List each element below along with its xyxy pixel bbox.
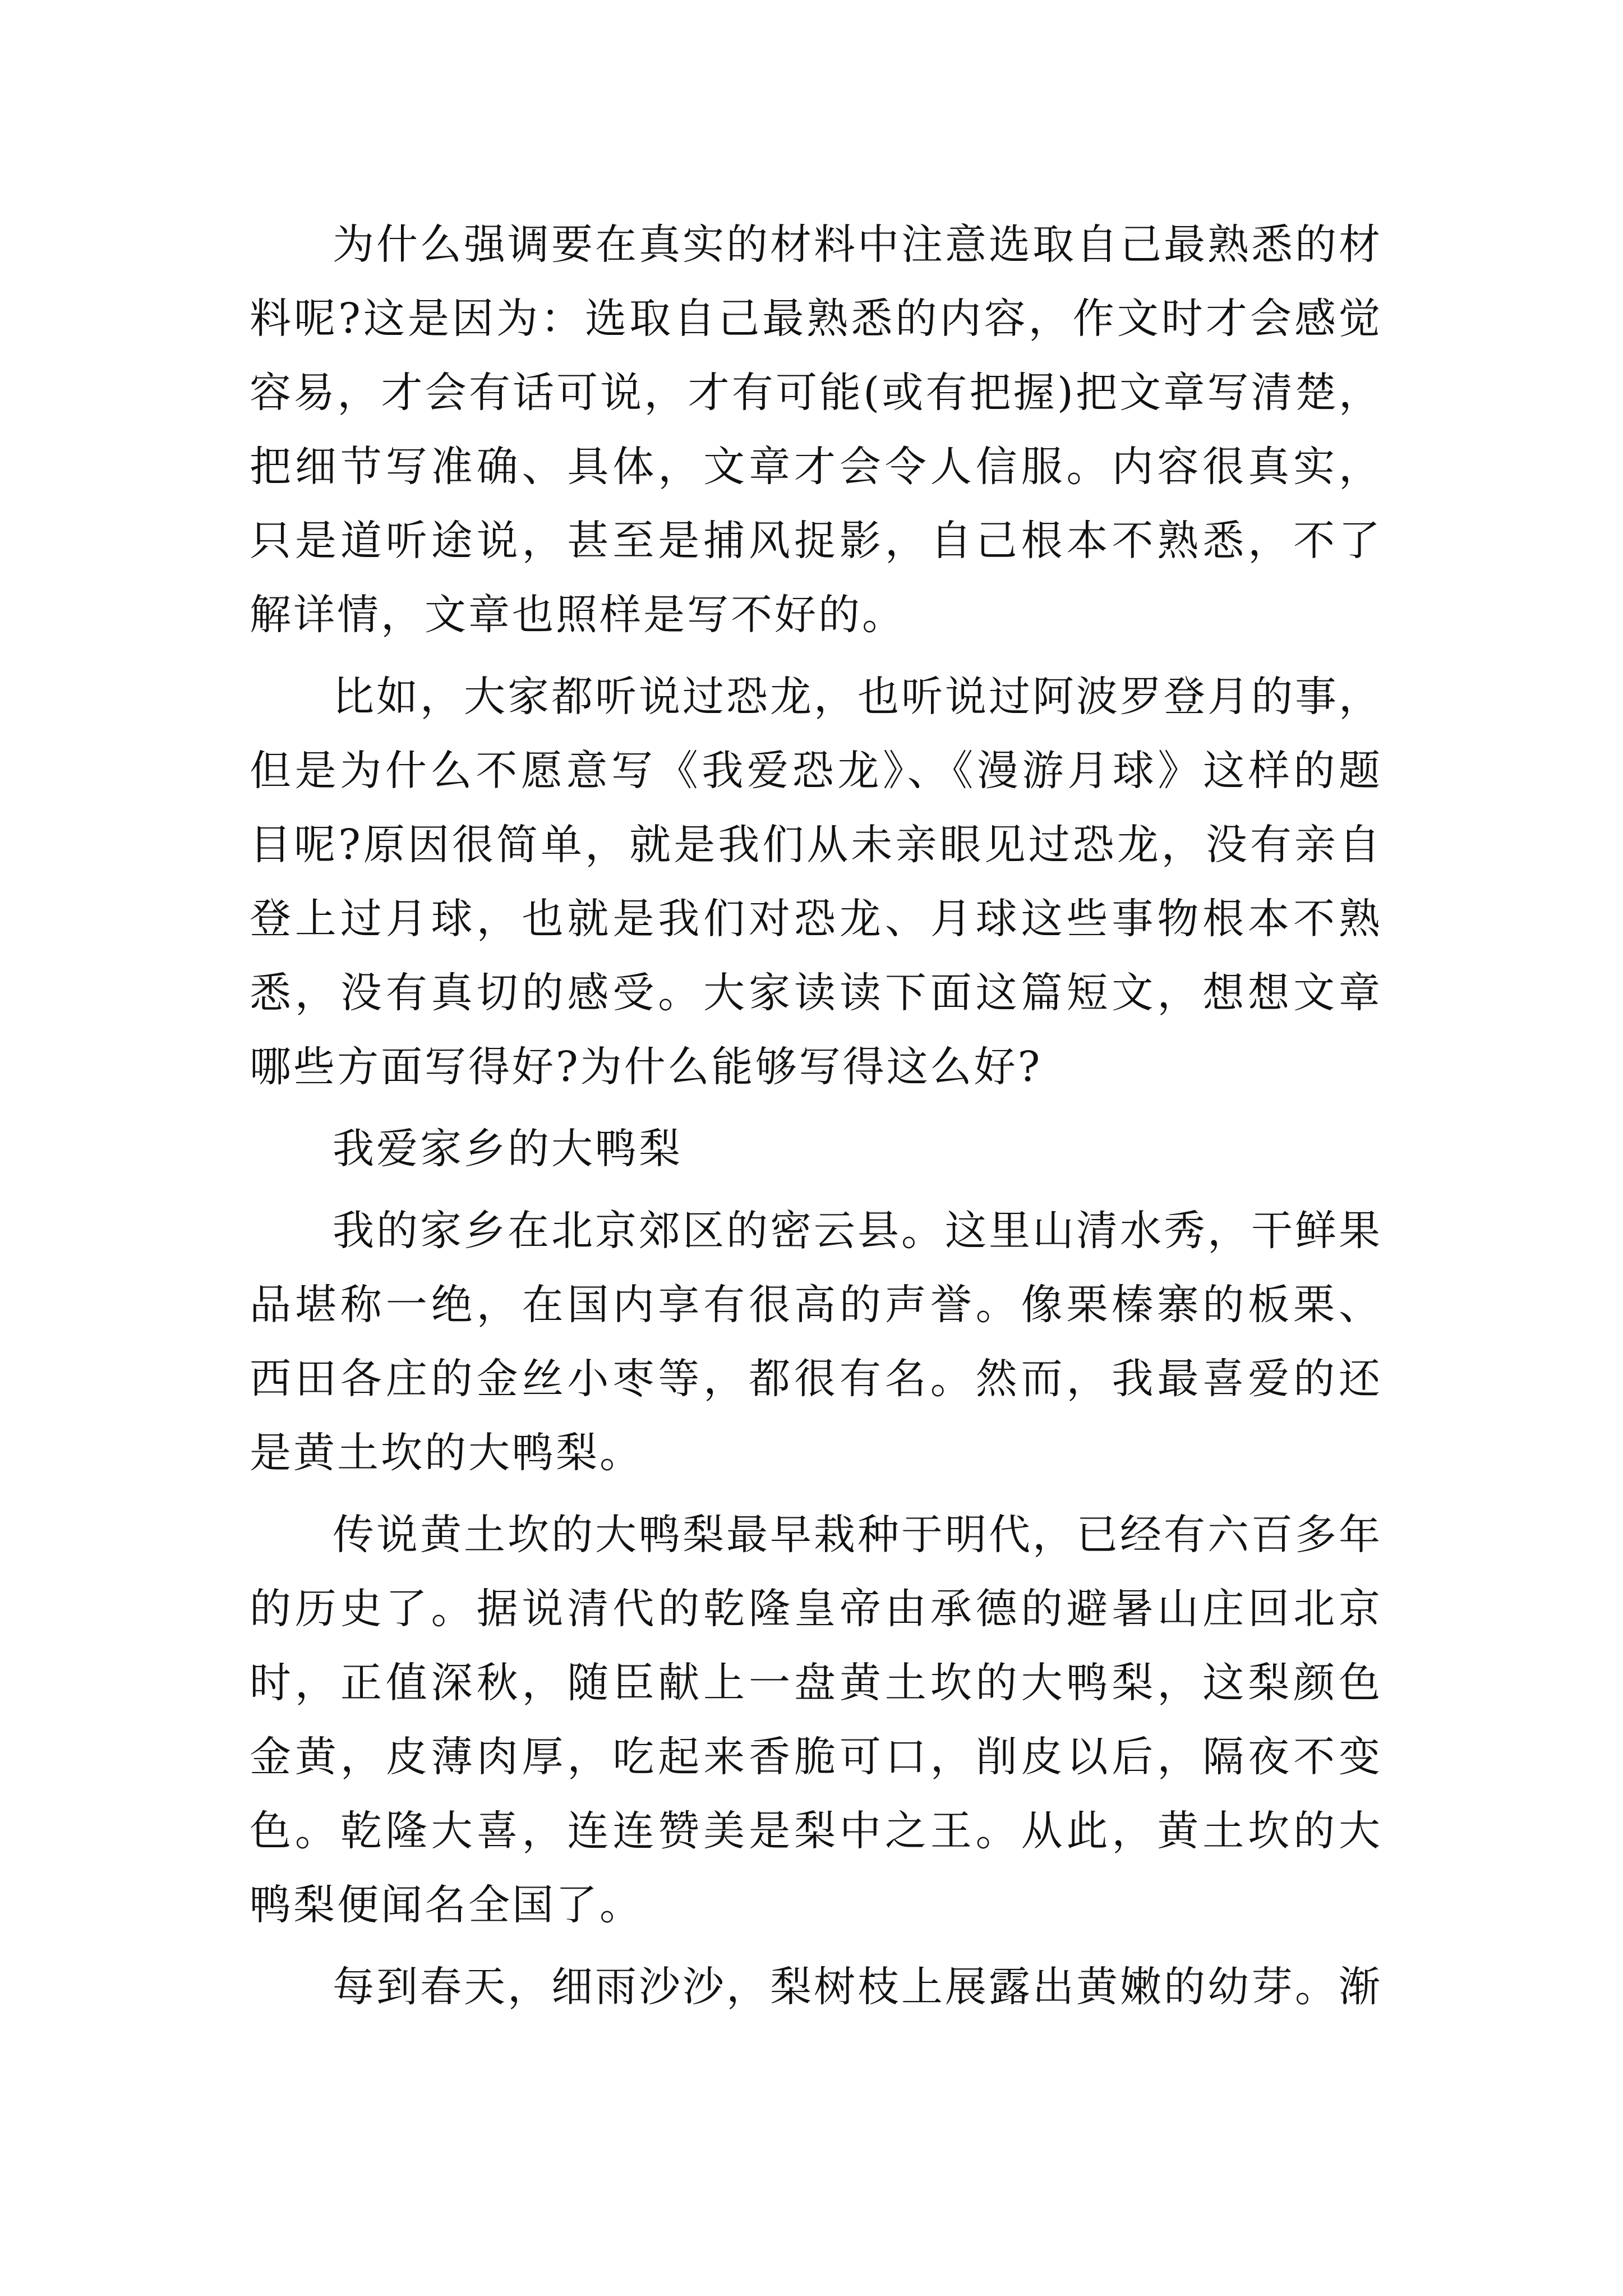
paragraph-dinosaur-moon-example: 比如，大家都听说过恐龙，也听说过阿波罗登月的事，但是为什么不愿意写《我爱恐龙》、《漫游月球》这样的题目呢?原因很简单，就是我们从未亲眼见过恐龙，没有亲自登上过月球，也就是我们对恐龙、月球这些事物根本不熟悉，没有真切的感受。大家读读下面这篇短文，想想文章哪些方面写得好?为什么能够写得这么好? [250, 673, 1382, 1091]
paragraph-spring: 每到春天，细雨沙沙，梨树枝上展露出黄嫩的幼芽。渐 [333, 1963, 1382, 2011]
paragraph-pear-history: 传说黄土坎的大鸭梨最早栽种于明代，已经有六百多年的历史了。据说清代的乾隆皇帝由承德的避暑山庄回北京时，正值深秋，随臣献上一盘黄土坎的大鸭梨，这梨颜色金黄，皮薄肉厚，吃起来香脆可口，削皮以后，隔夜不变色。乾隆大喜，连连赞美是梨中之王。从此，黄土坎的大鸭梨便闻名全国了。 [250, 1511, 1382, 1929]
essay-title: 我爱家乡的大鸭梨 [333, 1125, 683, 1173]
document-body [250, 208, 1382, 2032]
paragraph-familiar-material: 为什么强调要在真实的材料中注意选取自己最熟悉的材料呢?这是因为：选取自己最熟悉的内容，作文时才会感觉容易，才会有话可说，才有可能(或有把握)把文章写清楚，把细节写准确、具体，文章才会令人信服。内容很真实，只是道听途说，甚至是捕风捉影，自己根本不熟悉，不了解详情，文章也照样是写不好的。 [250, 220, 1382, 639]
paragraph-hometown-intro: 我的家乡在北京郊区的密云县。这里山清水秀，干鲜果品堪称一绝，在国内享有很高的声誉。像栗榛寨的板栗、西田各庄的金丝小枣等，都很有名。然而，我最喜爱的还是黄土坎的大鸭梨。 [250, 1207, 1382, 1477]
